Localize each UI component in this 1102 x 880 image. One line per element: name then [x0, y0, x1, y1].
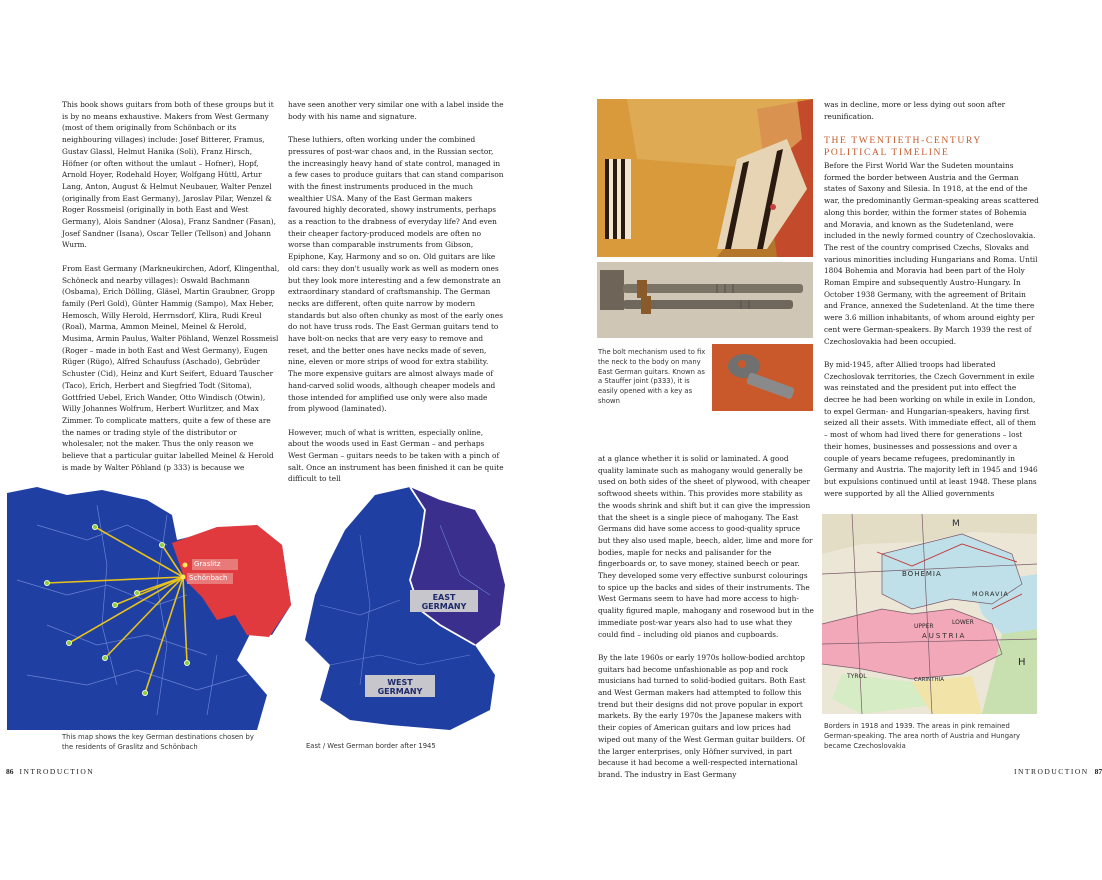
historical-map	[822, 514, 1037, 714]
destinations-map	[7, 485, 292, 730]
left-column-1	[62, 99, 280, 485]
paragraph: This book shows guitars from both of these groups but it is by no means exhaustive. Makers from West Germany (most of them originally from Schönbach or its neighbouring villages) include: Josef Bitterer, Framus, Gustav Glassl, Helmut Hanika (Soli), Franz Hirsch, Höfner (or often without the umlaut – Hofner), Hopf, Arnold Hoyer, Rodehald Hoyer, Wolfgang Hüttl, Artur Lang, Anton, August & Helmut Neubauer, Walter Penzel (originally from East Germany), Jaroslav Pilar, Wenzel & Roger Rossmeisl (originally in both East and West Germany), Alois Sandner (Alosa), Franz Sandner (Fasan), Josef Sandner (Isana), Oscar Teller (Tellson) and Johann Wurm.	[62, 100, 276, 250]
map-label-austria: AUSTRIA	[922, 632, 967, 640]
map2-caption: East / West German border after 1945	[306, 742, 436, 750]
map-label-moravia: MORAVIA	[972, 590, 1009, 598]
paragraph: However, much of what is written, especially online, about the woods used in East German – and perhaps West German – guitars needs to be taken with a pinch of salt. Once an instrument has been finished it can be quite difficult to tell	[288, 427, 504, 484]
paragraph: Before the First World War the Sudeten mountains formed the border between Austria and the German states of Saxony and Silesia. In 1918, at the end of the war, the predominantly German-speaking areas scattered along this border, within the former states of Bohemia and Moravia, and known as the Sudetenland, were included in the newly formed country of Czechoslovakia. The rest of the country comprised Czechs, Slovaks and various minorities including Hungarians and Roma. Until 1804 Bohemia and Moravia had been part of the Holy Roman Empire and subsequently Austro-Hungary. In October 1938 Germany, with the agreement of Britain and France, annexed the Sudetenland. At the time there were 3.6 million inhabitants, of whom around eighty per cent were German-speakers. By March 1939 the rest of Czechoslovakia had been occupied.	[824, 161, 1039, 346]
running-head: INTRODUCTION	[1014, 767, 1089, 776]
paragraph: From East Germany (Markneukirchen, Adorf, Klingenthal, Schöneck and nearby villages): Oswald Bachmann (Osbama), Erich Dölling, Gläsel, Martin Graubner, Gropp family (Perl Gold), Günter Hammig (Sampo), Max Heber, Hemosch, Willy Herold, Herrnsdorf, Klira, Rudi Kreul (Roal), Marma, Ammon Meinel, Meinel & Herold, Musima, Armin Paulus, Walter Pöhland, Wenzel Rossmeisl (Roger – made in both East and West Germany), Eugen Rüger (Rügo), Alfred Schaufuss (Aschado), Gebrüder Schuster (Cid), Heinz and Kurt Seifert, Eduard Tauscher (Taco), Erich, Herbert and Siegfried Todt (Sitoma), Gottfried Uebel, Erich Wander, Otto Windisch (Otwin), Willy Johannes Wolfrum, Herbert Wurlitzer, and Max Zimmer. To complicate matters, quite a few of these are the names or trading style of the distributor or wholesaler, not the maker. Thus the only reason we believe that a particular guitar labelled Meinel & Herold is made by Walter Pöhland (p 333) is because we	[62, 263, 280, 472]
paragraph: have seen another very similar one with a label inside the body with his name and signature.	[288, 100, 504, 121]
left-folio	[6, 767, 94, 776]
guitar-neck-joint-photo	[597, 99, 813, 257]
west-germany-label: WEST GERMANY	[377, 678, 423, 696]
paragraph: By the late 1960s or early 1970s hollow-bodied archtop guitars had become unfashionable as pop and rock musicians had turned to solid-bodied guitars. Both East and West German makers had attempted to follow this trend but their designs did not prove popular in export markets. By the early 1970s the Japanese makers with their copies of American guitars and low prices had wiped out many of the West German guitar builders. Of the larger enterprises, only Höfner survived, in part because it had become a well-respected international brand. The industry in East Germany	[598, 652, 806, 779]
map-label-tyrol: TYROL	[847, 673, 867, 680]
right-folio	[1014, 767, 1102, 776]
running-head: INTRODUCTION	[19, 767, 95, 776]
schonbach-label: Schönbach	[189, 574, 228, 582]
paragraph: at a glance whether it is solid or laminated. A good quality laminate such as mahogany would generally be used on both sides of the sheet of plywood, with cheaper softwood sheets within. This provides more stability as the woods shrink and shift but it can give the impression that the sheet is a single piece of mahogany. The East Germans did have some access to good-quality spruce but they also used maple, beech, alder, lime and more for bodies, maple for necks and palisander for the fingerboards or, to save money, stained beech or pear. They developed some very effective sunburst colourings to spice up the backs and sides of their instruments. The West Germans seem to have had more access to high-quality figured maple, mahogany and rosewood but in the immediate post-war years also had to use what they could find – including old pianos and cupboards.	[598, 454, 814, 639]
paragraph: These luthiers, often working under the combined pressures of post-war chaos and, in the Russian sector, the increasingly heavy hand of state control, managed in a few cases to produce guitars that can stand comparison with the finest instruments produced in the much wealthier USA. Many of the East German makers favoured highly decorated, showy instruments, perhaps as a reaction to the drabness of everyday life? And even their cheaper factory-produced models are often no worse than comparable instruments from Gibson, Epiphone, Kay, Harmony and so on. Old guitars are like old cars: they don't usually work as well as modern ones but they look more interesting and a few demonstrate an extraordinary standard of craftsmanship. The German necks are different, often quite narrow by modern standards but also often chunky as most of the early ones do not have truss rods. The East German guitars tend to have bolt-on necks that are very easy to remove and reset, and the better ones have necks made of seven, nine, eleven or more strips of wood for extra stability. The more expensive guitars are almost always made of hand-carved solid woods, although cheaper models and those intended for amplified use only were also made from plywood (laminated).	[288, 135, 504, 414]
left-column-2	[288, 99, 504, 497]
east-west-map	[300, 485, 510, 735]
east-germany-label: EAST GERMANY	[421, 593, 467, 611]
map1-caption: This map shows the key German destinations chosen by the residents of Graslitz and Schönbach	[62, 733, 254, 751]
section-heading: THE TWENTIETH-CENTURY POLITICAL TIMELINE	[824, 135, 982, 158]
paragraph: By mid-1945, after Allied troops had liberated Czechoslovak territories, the Czech Government in exile was reinstated and the president put into effect the decree he had been working on while in exile in London, to expel German- and Hungarian-speakers, having first seized all their assets. With immediate effect, all of them – most of whom had lived there for generations – lost their homes, businesses and possessions and over a couple of years became refugees, predominantly in Germany and Austria. The majority left in 1945 and 1946 but expulsions continued until at least 1948. These plans were supported by all the Allied governments	[824, 359, 1038, 498]
map-label-lower: LOWER	[952, 619, 974, 626]
right-column-2	[824, 160, 1040, 511]
old-map-caption: Borders in 1918 and 1939. The areas in pink remained German-speaking. The area north of Austria and Hungary became Czechoslovakia	[824, 722, 1021, 750]
map-label-bohemia: BOHEMIA	[902, 570, 942, 578]
key-photo	[712, 344, 813, 411]
photo-caption: The bolt mechanism used to fix the neck to the body on many East German guitars. Known as a Stauffer joint (p333), it is easily opened with a key as shown	[598, 348, 706, 405]
map-label-m: M	[952, 519, 960, 529]
right-column-2-top: was in decline, more or less dying out soon after reunification.	[824, 100, 1006, 121]
map-label-carinthia: CARINTHIA	[914, 677, 945, 683]
graslitz-label: Graslitz	[194, 560, 221, 568]
border-map-graphic	[300, 485, 510, 735]
right-column-1	[598, 453, 814, 792]
map-label-upper: UPPER	[914, 623, 934, 630]
map-graphic	[7, 485, 292, 730]
page-number: 87	[1094, 767, 1102, 776]
page-number: 86	[6, 767, 14, 776]
bolt-mechanism-photo	[597, 262, 813, 338]
map-label-h: H	[1018, 657, 1026, 668]
